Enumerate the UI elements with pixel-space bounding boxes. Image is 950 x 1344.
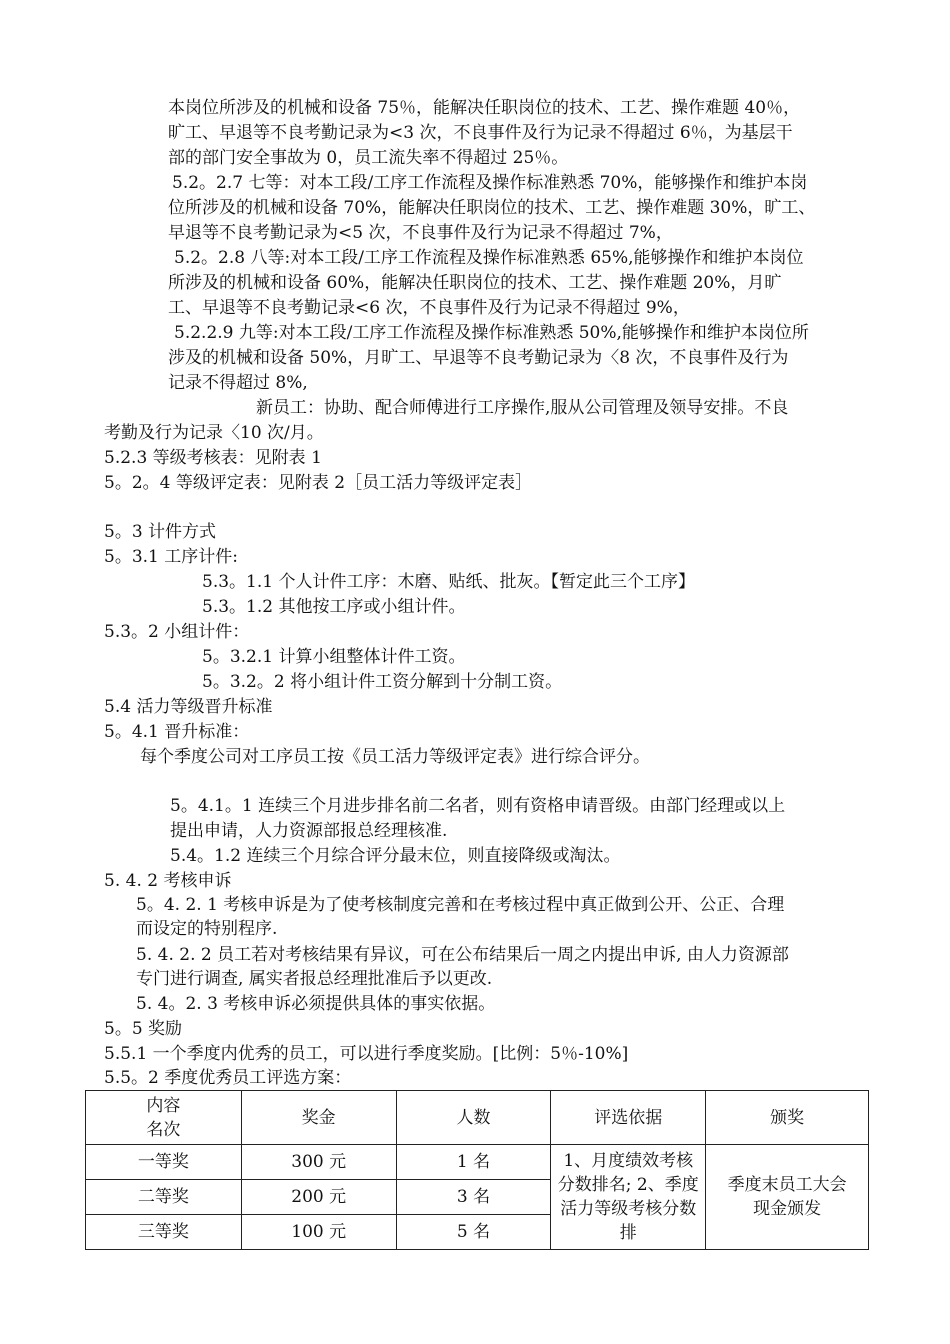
cell-prize: 100 元: [241, 1215, 396, 1250]
text-line: 5。3.1 工序计件:: [104, 547, 238, 567]
text-line: 5. 4. 2. 2 员工若对考核结果有异议，可在公布结果后一周之内提出申诉, 由人力资源部: [136, 945, 789, 965]
cell-basis: 1、月度绩效考核分数排名; 2、季度活力等级考核分数排: [551, 1145, 706, 1250]
text-line: 考勤及行为记录〈10 次/月。: [104, 423, 324, 443]
header-rank-bottom: 名次: [146, 1119, 181, 1140]
text-line: 而设定的特别程序.: [136, 919, 278, 939]
cell-rank: 一等奖: [86, 1145, 242, 1180]
text-line: 5.2.3 等级考核表：见附表 1: [104, 448, 322, 468]
cell-count: 3 名: [396, 1180, 551, 1215]
text-line: 5.2。2.8 八等:对本工段/工序工作流程及操作标准熟悉 65%,能够操作和维护本岗位: [174, 248, 804, 268]
text-line: 5。4.1。1 连续三个月进步排名前二名者，则有资格申请晋级。由部门经理或以上: [170, 796, 786, 816]
cell-rank: 二等奖: [86, 1180, 242, 1215]
text-line: 涉及的机械和设备 50%，月旷工、早退等不良考勤记录为〈8 次，不良事件及行为: [168, 348, 789, 368]
section-heading: 5. 4. 2 考核申诉: [104, 871, 232, 891]
text-line: 位所涉及的机械和设备 70%，能解决任职岗位的技术、工艺、操作难题 30%，旷工、: [168, 198, 816, 218]
header-basis: 评选依据: [551, 1091, 706, 1145]
cell-count: 1 名: [396, 1145, 551, 1180]
cell-count: 5 名: [396, 1215, 551, 1250]
text-line: 本岗位所涉及的机械和设备 75％，能解决任职岗位的技术、工艺、操作难题 40％，: [168, 98, 801, 118]
text-line: 旷工、早退等不良考勤记录为<3 次，不良事件及行为记录不得超过 6％，为基层干: [168, 123, 793, 143]
cell-prize: 300 元: [241, 1145, 396, 1180]
text-line: 所涉及的机械和设备 60%，能解决任职岗位的技术、工艺、操作难题 20%，月旷: [168, 273, 782, 293]
header-award: 颁奖: [706, 1091, 869, 1145]
text-line: 每个季度公司对工序员工按《员工活力等级评定表》进行综合评分。: [140, 747, 650, 767]
text-line: 5。3.2。2 将小组计件工资分解到十分制工资。: [202, 672, 563, 692]
table-header-row: [86, 1091, 869, 1145]
text-line: 早退等不良考勤记录为<5 次，不良事件及行为记录不得超过 7%，: [168, 223, 673, 243]
text-line: 5。3.2.1 计算小组整体计件工资。: [202, 647, 466, 667]
text-line: 新员工：协助、配合师傅进行工序操作,服从公司管理及领导安排。不良: [256, 398, 789, 418]
header-rank-top: 内容: [146, 1095, 181, 1116]
text-line: 专门进行调查, 属实者报总经理批准后予以更改.: [136, 969, 493, 989]
text-line: 5.3。2 小组计件：: [104, 622, 250, 642]
cell-rank: 三等奖: [86, 1215, 242, 1250]
section-heading: 5。3 计件方式: [104, 522, 217, 542]
header-count: 人数: [396, 1091, 551, 1145]
table-row: [86, 1145, 869, 1180]
text-line: 工、早退等不良考勤记录<6 次，不良事件及行为记录不得超过 9%，: [168, 298, 690, 318]
text-line: 记录不得超过 8%,: [168, 373, 308, 393]
text-line: 提出申请，人力资源部报总经理核准.: [170, 821, 448, 841]
header-prize: 奖金: [241, 1091, 396, 1145]
text-line: 5.4。1.2 连续三个月综合评分最末位，则直接降级或淘汰。: [170, 846, 621, 866]
text-line: 5.2.2.9 九等:对本工段/工序工作流程及操作标准熟悉 50%,能够操作和维护本岗位所: [174, 323, 809, 343]
text-line: 5. 4。2. 3 考核申诉必须提供具体的事实依据。: [136, 994, 496, 1014]
text-line: 5。2。4 等级评定表：见附表 2［员工活力等级评定表］: [104, 473, 533, 493]
text-line: 5.2。2.7 七等：对本工段/工序工作流程及操作标准熟悉 70%，能够操作和维护本岗: [172, 173, 808, 193]
award-table: [85, 1090, 869, 1250]
text-line: 5。4. 2. 1 考核申诉是为了使考核制度完善和在考核过程中真正做到公开、公正、合理: [136, 895, 785, 915]
cell-prize: 200 元: [241, 1180, 396, 1215]
text-line: 5.5。2 季度优秀员工评选方案：: [104, 1068, 352, 1088]
section-heading: 5。5 奖励: [104, 1019, 183, 1039]
text-line: 5.5.1 一个季度内优秀的员工，可以进行季度奖励。[比例：5％-10%]: [104, 1044, 629, 1064]
header-rank: [86, 1091, 242, 1145]
text-line: 5.3。1.2 其他按工序或小组计件。: [202, 597, 466, 617]
section-heading: 5.4 活力等级晋升标准: [104, 697, 273, 717]
text-line: 部的部门安全事故为 0，员工流失率不得超过 25％。: [168, 148, 569, 168]
text-line: 5。4.1 晋升标准：: [104, 722, 250, 742]
cell-award: 季度末员工大会现金颁发: [706, 1145, 869, 1250]
text-line: 5.3。1.1 个人计件工序：木磨、贴纸、批灰。【暂定此三个工序】: [202, 572, 695, 592]
